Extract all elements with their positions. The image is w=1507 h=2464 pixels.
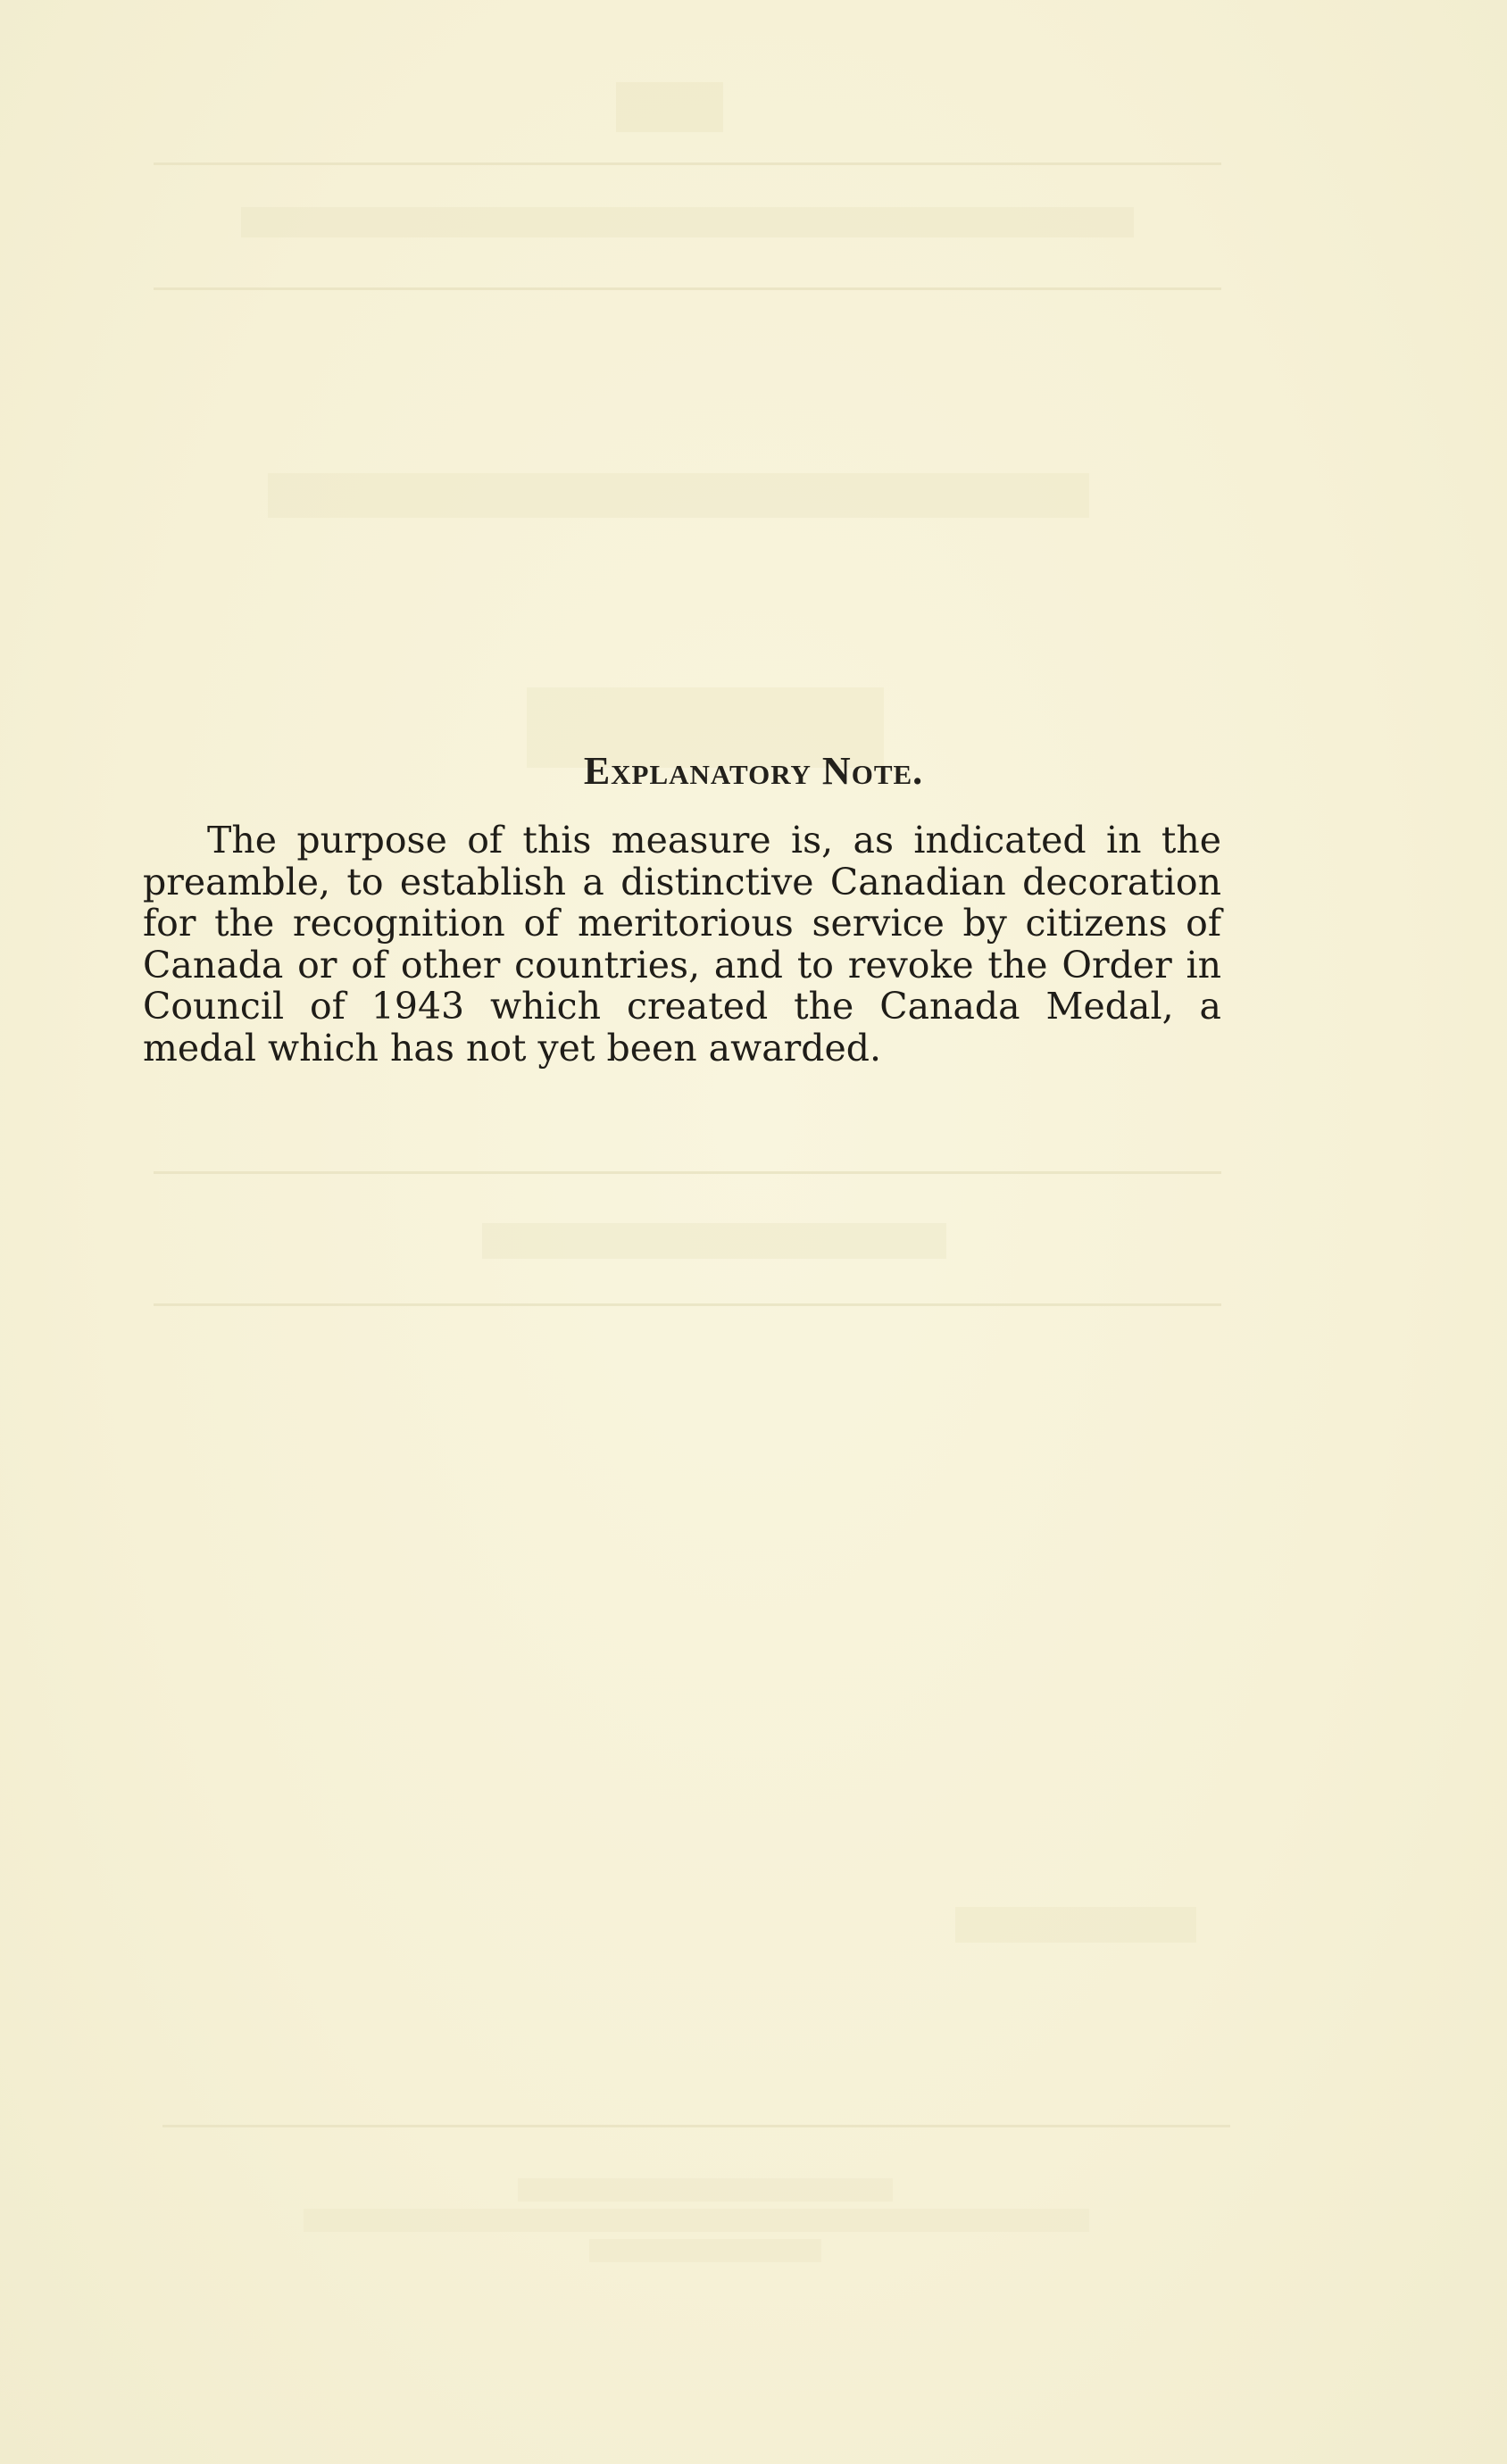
explanatory-note-body: The purpose of this measure is, as indicated in the preamble, to establish a distinctive Canadian decoration for the recognition of meritorious service by citizens of Canada or of other countries, and to revoke the Order in Council of 1943 which created the Canada Medal, a medal which has not yet been awarded. <box>143 819 1221 1070</box>
bleed-bill-mark <box>616 82 723 132</box>
explanatory-note-heading: Explanatory Note. <box>583 749 924 793</box>
bleed-rule-1 <box>154 162 1221 165</box>
bleed-rule-4 <box>154 1303 1221 1306</box>
bleed-printer-line-1 <box>518 2178 893 2202</box>
bleed-house-line <box>268 473 1089 518</box>
bleed-session-line <box>241 207 1134 237</box>
bleed-rule-5 <box>162 2125 1230 2127</box>
bleed-reading-line <box>482 1223 946 1259</box>
bleed-printer-line-3 <box>589 2239 821 2262</box>
bleed-printer-line-2 <box>304 2209 1089 2232</box>
bleed-rule-2 <box>154 287 1221 290</box>
bleed-rule-3 <box>154 1171 1221 1174</box>
bleed-member-name <box>955 1907 1196 1943</box>
